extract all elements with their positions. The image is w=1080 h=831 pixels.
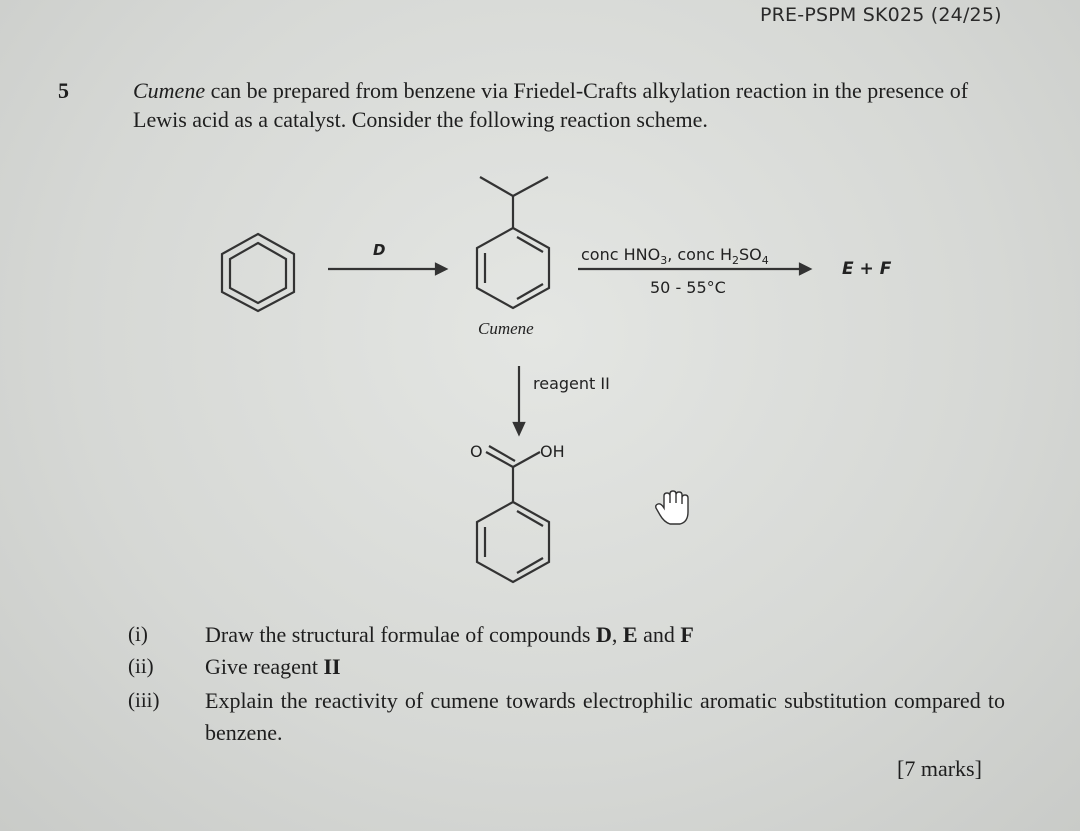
arrow-nitration	[578, 264, 810, 274]
cumene-label: Cumene	[478, 319, 534, 338]
reagent-ii-label: reagent II	[533, 374, 610, 393]
benzene-structure	[222, 234, 294, 311]
part-ii-text: Give reagent II	[205, 654, 341, 679]
part-iii-text: Explain the reactivity of cumene towards electrophilic aromatic substitution compared to benzene.	[205, 688, 1005, 745]
hydroxyl-label: OH	[540, 442, 565, 461]
part-iii-number: (iii)	[128, 688, 160, 712]
arrow-d	[328, 264, 446, 274]
benzoic-acid-structure	[477, 446, 549, 582]
part-i-number: (i)	[128, 622, 148, 646]
question-number: 5	[58, 78, 69, 103]
arrow-reagent-ii	[514, 366, 524, 434]
hand-pointer-icon	[656, 491, 688, 524]
marks-allocation: [7 marks]	[897, 756, 982, 781]
nitration-conditions-bottom: 50 - 55°C	[650, 278, 726, 297]
reagent-d-label: D	[373, 241, 386, 259]
intro-text: can be prepared from benzene via Friedel-Crafts alkylation reaction in the presence of Lewis acid as a catalyst. Consider the following reaction scheme.	[133, 78, 969, 132]
part-i-text: Draw the structural formulae of compounds D, E and F	[205, 622, 694, 647]
intro-emphasis: Cumene	[133, 78, 206, 103]
cumene-structure	[477, 177, 549, 308]
paper-code-header: PRE-PSPM SK025 (24/25)	[760, 4, 1002, 26]
part-ii-number: (ii)	[128, 654, 154, 678]
products-label: E + F	[842, 259, 892, 279]
nitration-conditions-top: conc $HNO_3$, conc $H_2SO_4$	[581, 245, 769, 267]
carbonyl-oxygen-label: O	[470, 442, 483, 461]
